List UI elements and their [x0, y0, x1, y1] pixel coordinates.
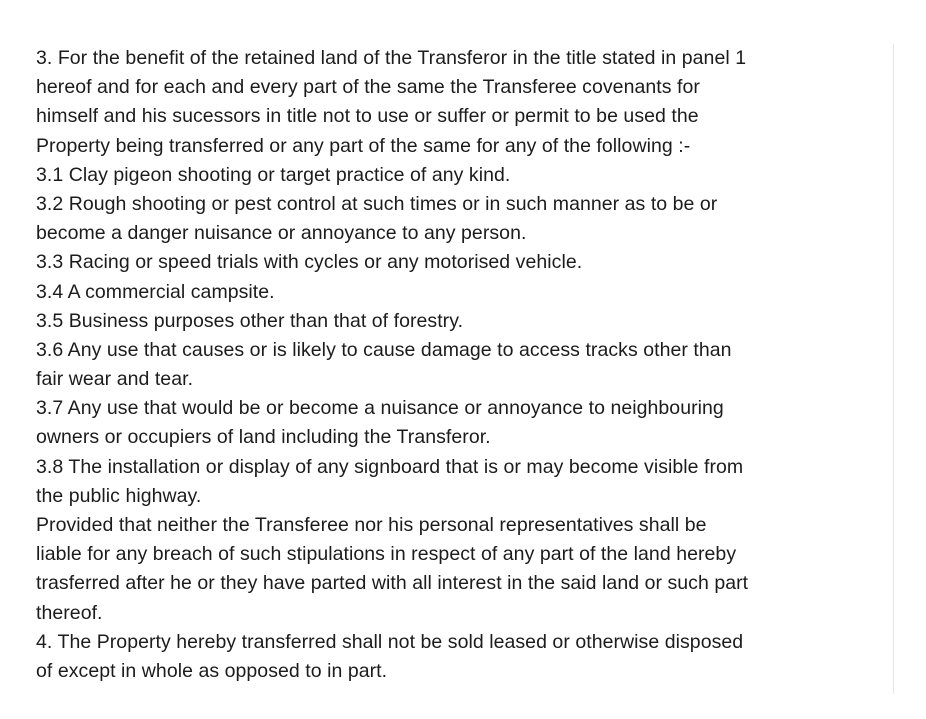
text-line: trasferred after he or they have parted with all interest in the said land or such part [36, 572, 749, 595]
text-line: 3.4 A commercial campsite. [36, 280, 275, 303]
text-line: 3.7 Any use that would be or become a nuisance or annoyance to neighbouring [36, 397, 724, 420]
text-line: himself and his sucessors in title not to use or suffer or permit to be used the [36, 105, 699, 128]
text-line: become a danger nuisance or annoyance to any person. [36, 222, 527, 245]
text-line: 3.8 The installation or display of any signboard that is or may become visible from [36, 455, 744, 478]
text-line: fair wear and tear. [36, 368, 194, 391]
document-text [36, 44, 896, 686]
text-line: the public highway. [36, 484, 202, 507]
text-line: 3. For the benefit of the retained land of the Transferor in the title stated in panel 1 [36, 47, 747, 69]
text-line: owners or occupiers of land including the Transferor. [36, 426, 491, 449]
text-line: 3.3 Racing or speed trials with cycles or any motorised vehicle. [36, 251, 583, 274]
text-line: 4. The Property hereby transferred shall not be sold leased or otherwise disposed [36, 630, 744, 653]
text-line: Provided that neither the Transferee nor his personal representatives shall be [36, 514, 707, 536]
scan-edge-line [893, 44, 894, 694]
text-line: thereof. [36, 601, 103, 624]
text-line: Property being transferred or any part of the same for any of the following :- [36, 134, 691, 157]
text-line: 3.6 Any use that causes or is likely to cause damage to access tracks other than [36, 338, 732, 361]
text-line: 3.2 Rough shooting or pest control at such times or in such manner as to be or [36, 192, 718, 215]
text-line: liable for any breach of such stipulations in respect of any part of the land hereby [36, 543, 737, 566]
text-line: of except in whole as opposed to in part. [36, 659, 388, 682]
text-line: hereof and for each and every part of the same the Transferee covenants for [36, 76, 700, 99]
text-line: 3.1 Clay pigeon shooting or target practice of any kind. [36, 163, 511, 186]
text-line: 3.5 Business purposes other than that of forestry. [36, 309, 464, 332]
